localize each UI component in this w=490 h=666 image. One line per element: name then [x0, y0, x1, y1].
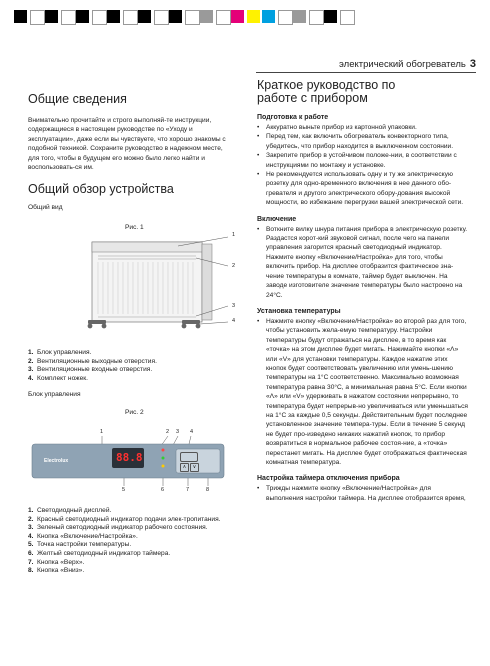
color-swatch: [45, 10, 58, 23]
temp-list: [257, 317, 469, 468]
down-button[interactable]: ∨: [190, 463, 199, 472]
list-item: • Не рекомендуется использовать одну и ту же электрическую розетку для одно-временного включения в нее данного обо-гревателя и другого электрического обору-дования высокой мощности, во избежание перегрузки вашей электрической сети.: [257, 170, 469, 208]
fig2-callout-3: 3: [176, 429, 180, 435]
power-led: [162, 449, 165, 452]
color-swatch: [123, 10, 138, 25]
color-swatch: [30, 10, 45, 25]
list-item: 8. Кнопка «Вниз».: [28, 567, 85, 575]
up-button[interactable]: ∧: [180, 463, 189, 472]
timer-list: [257, 484, 469, 503]
general-text: Внимательно прочитайте и строго выполняй-те инструкции, содержащиеся в настоящем руководстве по «Уходу и эксплуатации», даже если вы чувствуете, что хорошо знакомы с подобной техникой. Сохраните руководство в надежном месте, для того, чтобы в будущем его можно было легко найти и воспользовать-ся им.: [28, 117, 226, 172]
timer-led: [162, 465, 165, 468]
list-item: 2. Вентиляционные выходные отверстия.: [28, 357, 157, 365]
on-list: [257, 225, 469, 300]
temp-title: Установка температуры: [257, 307, 341, 315]
list-item: 5. Точка настройки температуры.: [28, 541, 132, 549]
list-item: • Нажмите кнопку «Включение/Настройка» во второй раз для того, чтобы установить жела-емую температуру. Настройки температуры будут отражаться на дисплее, в то время как «точка» на этом дисплее будет мигать. Нажимайте кнопки «Λ» или «V» для установки температуры. Каждое нажатие этих кнопок будет соответствовать увеличению или умень-шению температуры на 1°C соответственно. Максимально возможная температура равна 30°C, а минимальная равна 5°C. Если кнопки «Λ» или «V» удерживать в нажатом состоянии непрерывно, то температура будет непрерыв-но увеличиваться или уменьшаться на 1°C за каждые 0,5 секунды. Действительным будет последнее установленное значение темпера-туры. Если в течение 5 секунд не будет про-изведено никаких нажатий кнопок, то прибор возвратиться в нормальное рабочее состоя-ние, а «точка» перестанет мигать. На дисплее будет отображаться фактическая комнатная температура.: [257, 317, 469, 468]
timer-title: Настройка таймера отключения прибора: [257, 475, 400, 483]
right-column: [257, 79, 469, 503]
color-swatch: [278, 10, 293, 25]
list-item: • Трижды нажмите кнопку «Включение/Настройка» для выполнения настройки таймера. На дисплее отобразится время,: [257, 484, 469, 503]
panel-items-list: [28, 507, 223, 576]
list-item: 4. Комплект ножек.: [28, 374, 88, 382]
general-title: Общие сведения: [28, 92, 127, 106]
list-item: 7. Кнопка «Верх».: [28, 558, 85, 566]
page-header: [339, 58, 476, 70]
list-item: 2. Красный светодиодный индикатор подачи элек-тропитания.: [28, 515, 221, 523]
fig2-callout-6: 6: [161, 487, 165, 493]
list-item: • Аккуратно выньте прибор из картонной упаковки.: [257, 123, 469, 132]
fig2-callout-5: 5: [122, 487, 126, 493]
page-number: 3: [469, 58, 476, 70]
fig2-callout-4: 4: [190, 429, 194, 435]
left-column: [28, 92, 233, 213]
list-item: 6. Желтый светодиодный индикатор таймера.: [28, 549, 171, 557]
fig1-callout-1: 1: [232, 232, 236, 238]
color-swatch: [247, 10, 260, 23]
heater-body: [92, 242, 202, 322]
heater-illustration: [78, 232, 238, 334]
color-swatch: [107, 10, 120, 23]
prep-title: Подготовка к работе: [257, 114, 329, 121]
fig2-caption: Рис. 2: [125, 409, 144, 416]
fig1-callout-3: 3: [232, 303, 236, 309]
list-item: 1. Светодиодный дисплей.: [28, 507, 112, 514]
list-item: • Воткните вилку шнура питания прибора в электрическую розетку. Раздастся корот-кий звуковой сигнал, после чего на панели управления загорится красный светодиодный индикатор. Нажмите кнопку «Включение/Настройка» для того, чтобы включить прибор. На дисплее отобразится фактическое зна-чение температуры в комнате, таймер будет выключен. На заводе изготовителе значение температуры было настроено на 24°C.: [257, 225, 469, 300]
header-rule: [256, 72, 476, 73]
led-display-value: 88.8: [116, 451, 143, 464]
color-swatch: [92, 10, 107, 25]
running-title: электрический обогреватель: [339, 59, 466, 70]
color-swatch: [200, 10, 213, 23]
color-swatch: [309, 10, 324, 25]
fig1-callout-2: 2: [232, 263, 236, 269]
overview-title: Общий обзор устройства: [28, 182, 174, 197]
fig2-callout-7: 7: [186, 487, 190, 493]
color-swatch: [231, 10, 244, 23]
color-swatch: [154, 10, 169, 25]
color-swatch: [169, 10, 182, 23]
on-title: Включение: [257, 215, 297, 223]
status-led: [162, 457, 165, 460]
color-swatch: [14, 10, 27, 23]
list-item: 4. Кнопка «Включение/Настройка».: [28, 532, 138, 540]
fig2-callout-8: 8: [206, 487, 210, 493]
panel-brand: Electrolux: [44, 458, 69, 464]
list-item: 3. Вентиляционные входные отверстия.: [28, 366, 153, 374]
heater-side: [202, 244, 212, 320]
color-swatch: [61, 10, 76, 25]
fig1-caption: Рис. 1: [125, 224, 144, 231]
color-swatch: [340, 10, 355, 25]
heater-top-panel: [92, 242, 202, 252]
color-swatch: [76, 10, 89, 23]
fig1-callout-4: 4: [232, 318, 236, 324]
color-swatch: [216, 10, 231, 25]
fig2-callout-1: 1: [100, 429, 104, 435]
print-color-bar: [0, 0, 490, 28]
list-item: 3. Зеленый светодиодный индикатор рабочего состояния.: [28, 524, 208, 532]
parts-list: [28, 349, 233, 383]
right-title: Краткое руководство по работе с прибором: [257, 78, 396, 105]
color-swatch: [262, 10, 275, 23]
control-unit-label: Блок управления: [28, 391, 81, 398]
color-swatch: [293, 10, 306, 23]
on-set-button[interactable]: [180, 452, 198, 462]
color-swatch: [138, 10, 151, 23]
fig2-callout-2: 2: [166, 429, 170, 435]
list-item: • Перед тем, как включить обогреватель конвекторного типа, убедитесь, что прибор находится в выключенном состоянии.: [257, 132, 469, 151]
list-item: 1. Блок управления.: [28, 349, 92, 356]
general-view-label: Общий вид: [28, 204, 63, 212]
prep-list: [257, 123, 469, 208]
color-swatch: [324, 10, 337, 23]
color-swatch: [185, 10, 200, 25]
list-item: • Закрепите прибор в устойчивом положе-нии, в соответствии с инструкциями по монтажу и установке.: [257, 151, 469, 170]
